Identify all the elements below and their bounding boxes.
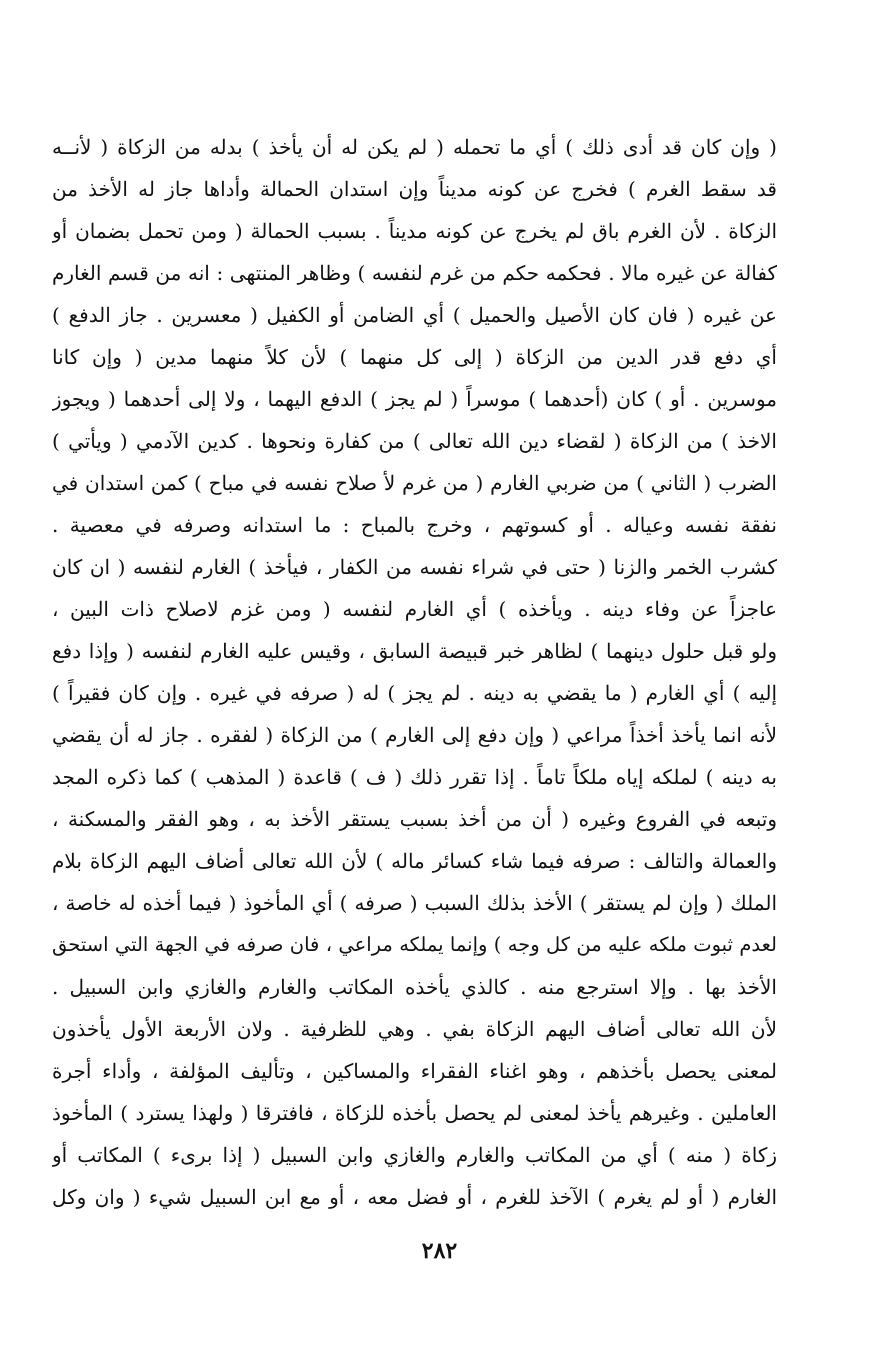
text-line: عن غيره ( فان كان الأصيل والحميل ) أي الضامن أو الكفيل ( معسرين . جاز الدفع ) (52, 303, 777, 327)
text-line: ( وإن كان قد أدى ذلك ) أي ما تحمله ( لم يكن له أن يأخذ ) بدله من الزكاة ( لأنــه (52, 135, 777, 159)
text-line: وتبعه في الفروع وغيره ( أن من أخذ بسبب يستقر الأخذ به ، وهو الفقر والمسكنة ، (52, 807, 777, 831)
text-line: الملك ( وإن لم يستقر ) الأخذ بذلك السبب ( صرفه ) أي المأخوذ ( فيما أخذه له خاصة ، (52, 891, 777, 915)
text-line: والعمالة والتالف : صرفه فيما شاء كسائر ماله ) لأن الله تعالى أضاف اليهم الزكاة بلام (52, 849, 777, 873)
page-number: ٢٨٢ (421, 1238, 458, 1264)
text-line: كفالة عن غيره مالا . فحكمه حكم من غرم لنفسه ) وظاهر المنتهى : انه من قسم الغارم (52, 261, 777, 285)
text-line: الزكاة . لأن الغرم باق لم يخرج عن كونه مديناً . بسبب الحمالة ( ومن تحمل بضمان أو (52, 219, 777, 243)
text-line: كشرب الخمر والزنا ( حتى في شراء نفسه من الكفار ، فيأخذ ) الغارم لنفسه ( ان كان (52, 555, 777, 579)
text-line: زكاة ( منه ) أي من المكاتب والغارم والغازي وابن السبيل ( إذا برىء ) المكاتب أو (52, 1143, 777, 1167)
text-line: نفقة نفسه وعياله . أو كسوتهم ، وخرج بالمباح : ما استدانه وصرفه في معصية . (52, 513, 777, 537)
text-line: عاجزاً عن وفاء دينه . ويأخذه ) أي الغارم لنفسه ( ومن غزم لاصلاح ذات البين ، (52, 597, 777, 621)
text-line: لأن الله تعالى أضاف اليهم الزكاة بفي . وهي للظرفية . ولان الأربعة الأول يأخذون (52, 1017, 777, 1041)
text-line: الضرب ( الثاني ) من ضربي الغارم ( من غرم لأ صلاح نفسه في مباح ) كمن استدان في (52, 471, 777, 495)
text-line: أي دفع قدر الدين من الزكاة ( إلى كل منهما ) لأن كلاً منهما مدين ( وإن كانا (52, 345, 777, 369)
text-line: لأنه انما يأخذ أخذاً مراعي ( وإن دفع إلى الغارم ) من الزكاة ( لفقره . جاز له أن يقضي (52, 723, 777, 747)
text-line: به دينه ) لملكه إياه ملكاً تاماً . إذا تقرر ذلك ( ف ) قاعدة ( المذهب ) كما ذكره المجد (52, 765, 777, 789)
text-line: ولو قبل حلول دينهما ) لظاهر خبر قبيصة السابق ، وقيس عليه الغارم لنفسه ( وإذا دفع (52, 639, 777, 663)
text-line: الغارم ( أو لم يغرم ) الآخذ للغرم ، أو فضل معه ، أو مع ابن السبيل شيء ( وان وكل (52, 1185, 777, 1209)
text-line: إليه ) أي الغارم ( ما يقضي به دينه . لم يجز ) له ( صرفه في غيره . وإن كان فقيراً ) (52, 681, 777, 705)
text-line: قد سقط الغرم ) فخرج عن كونه مديناً وإن استدان الحمالة وأداها جاز له الأخذ من (52, 177, 777, 201)
body-text (52, 126, 777, 1218)
text-line: الاخذ ) من الزكاة ( لقضاء دين الله تعالى ) من كفارة ونحوها . كدين الآدمي ( ويأتي ) (52, 429, 777, 453)
text-line: لمعنى يحصل بأخذهم ، وهو اغناء الفقراء والمساكين ، وتأليف المؤلفة ، وأداء أجرة (52, 1059, 777, 1083)
text-line: موسرين . أو ) كان (أحدهما ) موسراً ( لم يجز ) الدفع اليهما ، ولا إلى أحدهما ( ويجوز (52, 387, 777, 411)
text-line: العاملين . وغيرهم يأخذ لمعنى لم يحصل بأخذه للزكاة ، فافترقا ( ولهذا يسترد ) المأخوذ (52, 1101, 777, 1125)
text-line: لعدم ثبوت ملكه عليه من كل وجه ) وإنما يملكه مراعي ، فان صرفه في الجهة التي استحق (52, 933, 777, 956)
text-line: الأخذ بها . وإلا استرجع منه . كالذي يأخذه المكاتب والغارم والغازي وابن السبيل . (52, 975, 777, 999)
